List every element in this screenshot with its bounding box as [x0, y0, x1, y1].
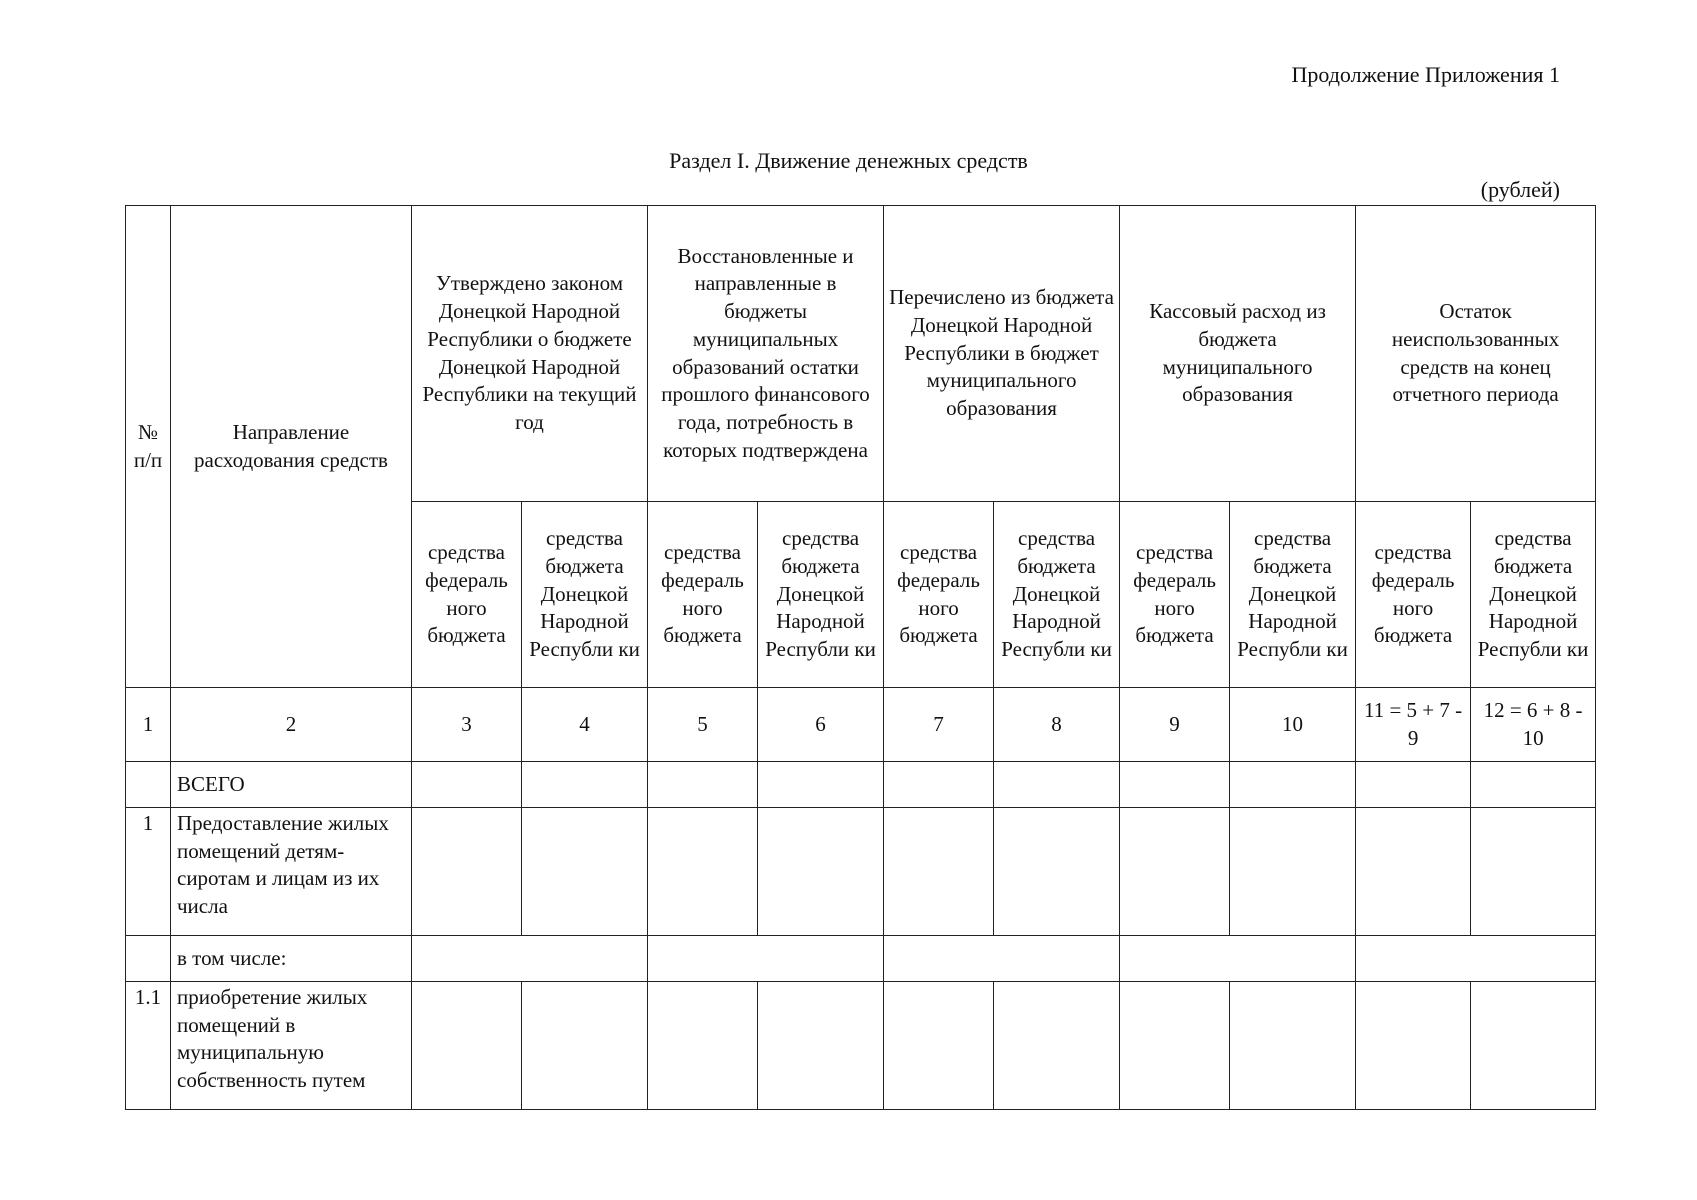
- table-cell: [994, 982, 1120, 1110]
- table-cell: [126, 762, 171, 808]
- section-title: Раздел I. Движение денежных средств: [669, 148, 1028, 173]
- subheader-federal: средства федераль ного бюджета: [1356, 502, 1471, 688]
- table-cell: [522, 762, 648, 808]
- table-cell: [884, 808, 994, 936]
- column-number: 9: [1120, 688, 1230, 762]
- column-number: 6: [758, 688, 884, 762]
- subheader-federal: средства федераль ного бюджета: [648, 502, 758, 688]
- row-label: Предоставление жилых помещений детям-сиротам и лицам из их числа: [171, 808, 412, 936]
- cash-flow-table: [125, 205, 1596, 1110]
- table-cell: [1120, 936, 1356, 982]
- table-cell: [1471, 808, 1596, 936]
- table-cell: [1120, 982, 1230, 1110]
- subheader-republic: средства бюджета Донецкой Народной Республи ки: [758, 502, 884, 688]
- table-cell: [758, 808, 884, 936]
- column-number: 5: [648, 688, 758, 762]
- column-number: 3: [412, 688, 522, 762]
- header-group-transferred: Перечислено из бюджета Донецкой Народной Республики в бюджет муниципального образования: [884, 206, 1120, 502]
- table-cell: [1471, 762, 1596, 808]
- header-number: № п/п: [126, 206, 171, 688]
- table-cell: [648, 936, 884, 982]
- subheader-republic: средства бюджета Донецкой Народной Республи ки: [1471, 502, 1596, 688]
- column-number: 7: [884, 688, 994, 762]
- table-cell: [884, 762, 994, 808]
- column-number-row: [126, 688, 1596, 762]
- header-group-cash-expense: Кассовый расход из бюджета муниципального образования: [1120, 206, 1356, 502]
- subheader-federal: средства федераль ного бюджета: [412, 502, 522, 688]
- row-number: 1.1: [126, 982, 171, 1110]
- table-cell: [1230, 762, 1356, 808]
- column-number: 12 = 6 + 8 - 10: [1471, 688, 1596, 762]
- table-cell: [994, 762, 1120, 808]
- table-cell: [1120, 808, 1230, 936]
- table-cell: [412, 762, 522, 808]
- row-label-total: ВСЕГО: [171, 762, 412, 808]
- column-number: 10: [1230, 688, 1356, 762]
- subheader-federal: средства федераль ного бюджета: [1120, 502, 1230, 688]
- subheader-federal: средства федераль ного бюджета: [884, 502, 994, 688]
- table-cell: [412, 936, 648, 982]
- table-row-including: [126, 936, 1596, 982]
- table-cell: [648, 808, 758, 936]
- table-cell: [126, 936, 171, 982]
- row-label-including: в том числе:: [171, 936, 412, 982]
- column-number: 4: [522, 688, 648, 762]
- table-cell: [994, 808, 1120, 936]
- subheader-republic: средства бюджета Донецкой Народной Республи ки: [522, 502, 648, 688]
- table-cell: [412, 808, 522, 936]
- table-cell: [1471, 982, 1596, 1110]
- table-row-1: [126, 808, 1596, 936]
- table-cell: [1230, 808, 1356, 936]
- table-cell: [758, 762, 884, 808]
- subheader-republic: средства бюджета Донецкой Народной Республи ки: [994, 502, 1120, 688]
- table-row-total: [126, 762, 1596, 808]
- table-cell: [884, 936, 1120, 982]
- table-row-1-1: [126, 982, 1596, 1110]
- table-cell: [522, 982, 648, 1110]
- continuation-note: Продолжение Приложения 1: [1291, 62, 1560, 87]
- table-cell: [648, 982, 758, 1110]
- column-number: 8: [994, 688, 1120, 762]
- table-cell: [1356, 762, 1471, 808]
- row-number: 1: [126, 808, 171, 936]
- table-cell: [884, 982, 994, 1110]
- table-cell: [758, 982, 884, 1110]
- column-number: 1: [126, 688, 171, 762]
- table-cell: [1230, 982, 1356, 1110]
- column-number: 2: [171, 688, 412, 762]
- table-cell: [412, 982, 522, 1110]
- header-group-approved: Утверждено законом Донецкой Народной Республики о бюджете Донецкой Народной Республики на текущий год: [412, 206, 648, 502]
- column-number: 11 = 5 + 7 - 9: [1356, 688, 1471, 762]
- table-cell: [1356, 808, 1471, 936]
- table-cell: [1120, 762, 1230, 808]
- header-group-balance: Остаток неиспользованных средств на конец отчетного периода: [1356, 206, 1596, 502]
- table-cell: [648, 762, 758, 808]
- table-cell: [1356, 936, 1596, 982]
- row-label: приобретение жилых помещений в муниципальную собственность путем: [171, 982, 412, 1110]
- header-row-groups: [126, 206, 1596, 502]
- header-group-restored: Восстановленные и направленные в бюджеты муниципальных образований остатки прошлого финансового года, потребность в которых подтверждена: [648, 206, 884, 502]
- units-note: (рублей): [1480, 177, 1560, 202]
- header-direction: Направление расходования средств: [171, 206, 412, 688]
- table-cell: [522, 808, 648, 936]
- subheader-republic: средства бюджета Донецкой Народной Республи ки: [1230, 502, 1356, 688]
- table-cell: [1356, 982, 1471, 1110]
